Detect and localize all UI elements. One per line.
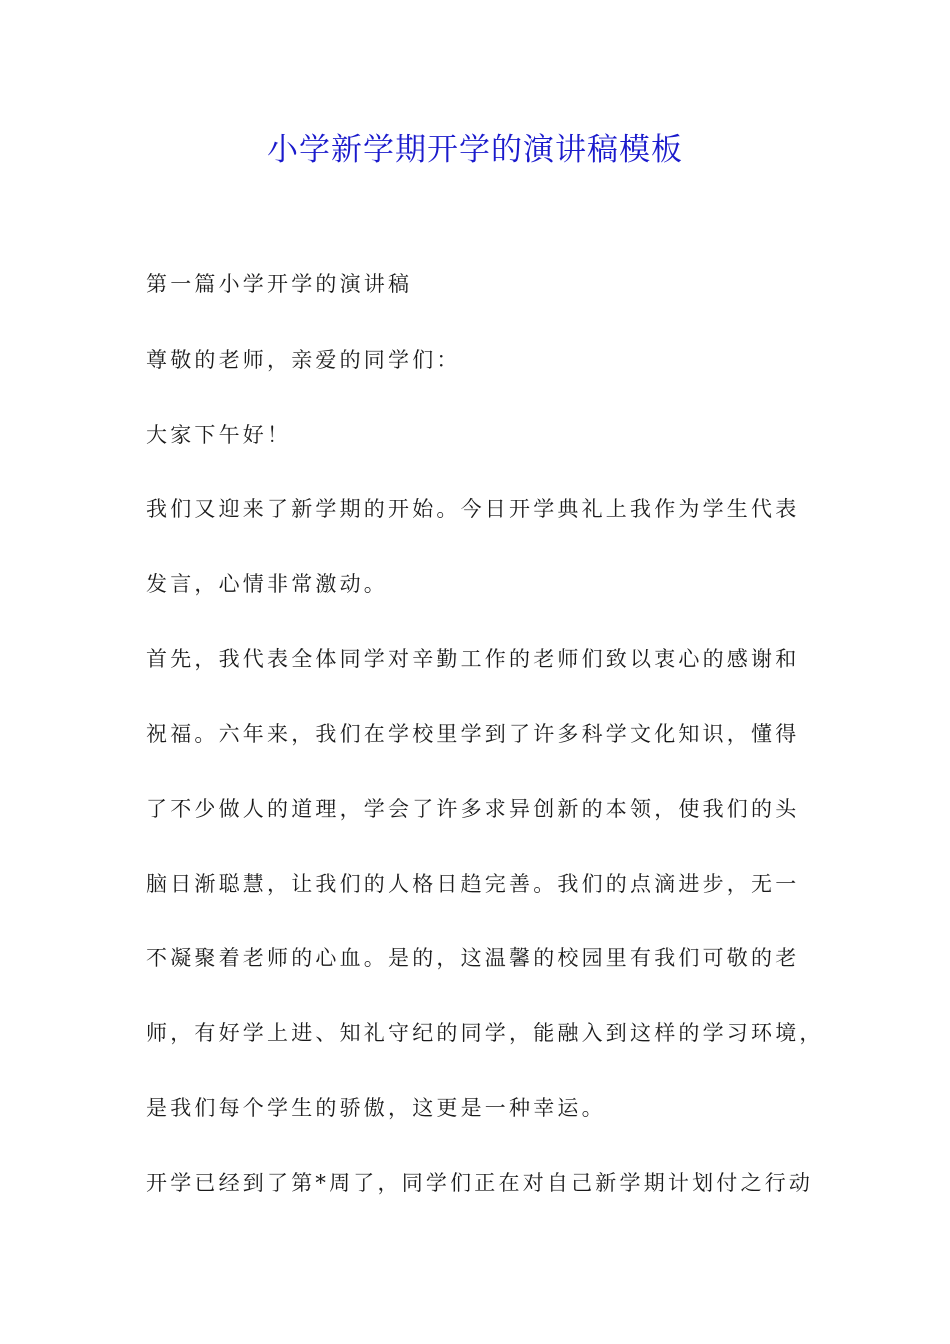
text-line: 发言，心情非常激动。 <box>146 572 388 596</box>
text-line: 师，有好学上进、知礼守纪的同学，能融入到这样的学习环境， <box>146 1021 824 1045</box>
text-line: 首先，我代表全体同学对辛勤工作的老师们致以衷心的感谢和 <box>146 647 800 671</box>
text-line: 祝福。六年来，我们在学校里学到了许多科学文化知识，懂得 <box>146 722 800 746</box>
text-line: 第一篇小学开学的演讲稿 <box>146 272 413 296</box>
text-line: 开学已经到了第*周了，同学们正在对自己新学期计划付之行动 <box>146 1171 814 1195</box>
document-title: 小学新学期开学的演讲稿模板 <box>267 132 683 168</box>
text-line: 不凝聚着老师的心血。是的，这温馨的校园里有我们可敬的老 <box>146 946 800 970</box>
text-line: 是我们每个学生的骄傲，这更是一种幸运。 <box>146 1096 606 1120</box>
text-line: 了不少做人的道理，学会了许多求异创新的本领，使我们的头 <box>146 797 800 821</box>
text-line: 大家下午好！ <box>146 423 292 447</box>
text-line: 我们又迎来了新学期的开始。今日开学典礼上我作为学生代表 <box>146 497 800 521</box>
text-line: 尊敬的老师，亲爱的同学们： <box>146 348 461 372</box>
text-line: 脑日渐聪慧，让我们的人格日趋完善。我们的点滴进步，无一 <box>146 872 800 896</box>
